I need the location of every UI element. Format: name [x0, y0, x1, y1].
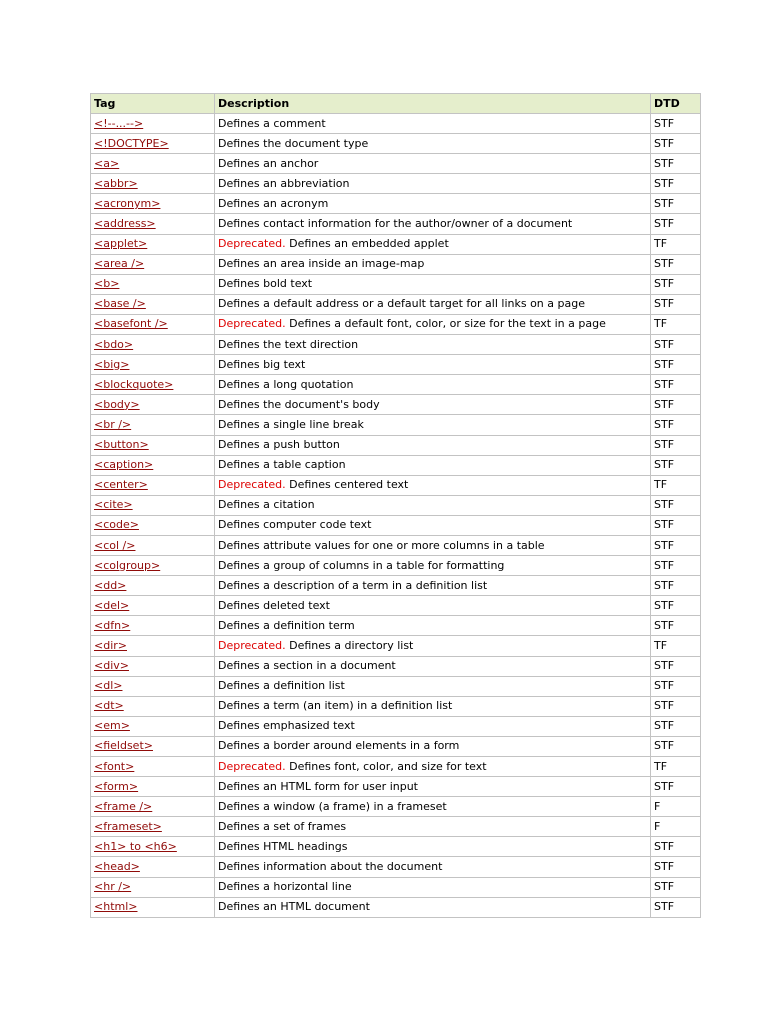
table-body — [91, 114, 701, 918]
table-row — [91, 696, 701, 716]
tag-link[interactable]: <body> — [94, 397, 140, 411]
tag-link[interactable]: <blockquote> — [94, 377, 174, 391]
description-cell — [215, 314, 651, 334]
tag-link[interactable]: <abbr> — [94, 176, 138, 190]
description-cell — [215, 475, 651, 495]
dtd-cell: STF — [651, 897, 701, 917]
description-text: Defines contact information for the author/owner of a document — [218, 217, 573, 231]
dtd-cell: STF — [651, 777, 701, 797]
table-row — [91, 234, 701, 254]
description-cell — [215, 274, 651, 294]
description-cell — [215, 757, 651, 777]
description-text: Defines an abbreviation — [218, 176, 350, 190]
description-cell — [215, 596, 651, 616]
tag-cell — [91, 736, 215, 756]
description-text: Defines the document's body — [218, 397, 380, 411]
dtd-cell: STF — [651, 837, 701, 857]
description-cell — [215, 495, 651, 515]
tag-cell — [91, 837, 215, 857]
dtd-cell: STF — [651, 254, 701, 274]
html-tag-reference-table — [90, 93, 701, 918]
tag-link[interactable]: <h1> to <h6> — [94, 839, 177, 853]
table-header-row — [91, 94, 701, 114]
table-row — [91, 495, 701, 515]
tag-link[interactable]: <address> — [94, 217, 156, 231]
tag-cell — [91, 676, 215, 696]
description-text: Defines the document type — [218, 136, 369, 150]
description-text: Defines a description of a term in a definition list — [218, 578, 488, 592]
tag-link[interactable]: <caption> — [94, 458, 154, 472]
description-text: Defines bold text — [218, 277, 313, 291]
description-cell — [215, 254, 651, 274]
description-text: Defines a group of columns in a table for formatting — [218, 558, 505, 572]
dtd-cell: STF — [651, 515, 701, 535]
tag-link[interactable]: <del> — [94, 598, 130, 612]
description-text: Defines a default address or a default target for all links on a page — [218, 297, 585, 311]
dtd-cell: STF — [651, 134, 701, 154]
table-row — [91, 154, 701, 174]
table-row — [91, 395, 701, 415]
description-cell — [215, 576, 651, 596]
tag-cell — [91, 435, 215, 455]
tag-link[interactable]: <dl> — [94, 679, 123, 693]
tag-cell — [91, 556, 215, 576]
description-text: Defines information about the document — [218, 860, 443, 874]
dtd-cell: STF — [651, 576, 701, 596]
description-cell — [215, 535, 651, 555]
tag-link[interactable]: <acronym> — [94, 196, 161, 210]
description-cell — [215, 194, 651, 214]
dtd-cell: STF — [651, 656, 701, 676]
table-row — [91, 616, 701, 636]
description-text: Defines the text direction — [218, 337, 359, 351]
tag-link[interactable]: <frameset> — [94, 819, 162, 833]
description-cell — [215, 214, 651, 234]
description-text: Defines an embedded applet — [289, 237, 449, 251]
dtd-cell: STF — [651, 556, 701, 576]
tag-cell — [91, 395, 215, 415]
tag-cell — [91, 214, 215, 234]
tag-link[interactable]: <br /> — [94, 417, 132, 431]
description-cell — [215, 817, 651, 837]
dtd-cell: STF — [651, 535, 701, 555]
description-text: Defines a set of frames — [218, 819, 347, 833]
description-text: Defines a citation — [218, 498, 315, 512]
dtd-cell: TF — [651, 757, 701, 777]
tag-cell — [91, 857, 215, 877]
table-row — [91, 837, 701, 857]
table-row — [91, 294, 701, 314]
tag-cell — [91, 335, 215, 355]
tag-cell — [91, 274, 215, 294]
dtd-cell: TF — [651, 636, 701, 656]
description-cell — [215, 797, 651, 817]
table-row — [91, 114, 701, 134]
dtd-cell: STF — [651, 877, 701, 897]
description-text: Defines attribute values for one or more columns in a table — [218, 538, 545, 552]
dtd-cell: STF — [651, 676, 701, 696]
table-row — [91, 716, 701, 736]
tag-link[interactable]: <frame /> — [94, 799, 153, 813]
description-cell — [215, 134, 651, 154]
tag-cell — [91, 596, 215, 616]
column-header-description: Description — [215, 94, 651, 114]
tag-cell — [91, 314, 215, 334]
tag-cell — [91, 877, 215, 897]
deprecated-label: Deprecated. — [218, 478, 286, 492]
table-row — [91, 535, 701, 555]
description-cell — [215, 837, 651, 857]
tag-link[interactable]: <col /> — [94, 538, 136, 552]
deprecated-label: Deprecated. — [218, 237, 286, 251]
table-row — [91, 596, 701, 616]
dtd-cell: STF — [651, 415, 701, 435]
description-cell — [215, 777, 651, 797]
description-text: Defines font, color, and size for text — [289, 759, 487, 773]
table-row — [91, 676, 701, 696]
table-row — [91, 435, 701, 455]
description-text: Defines a border around elements in a form — [218, 739, 460, 753]
dtd-cell: TF — [651, 475, 701, 495]
tag-link[interactable]: <fieldset> — [94, 739, 153, 753]
table-row — [91, 757, 701, 777]
tag-cell — [91, 415, 215, 435]
table-row — [91, 134, 701, 154]
description-text: Defines an anchor — [218, 156, 319, 170]
dtd-cell: F — [651, 797, 701, 817]
tag-link[interactable]: <basefont /> — [94, 317, 168, 331]
description-cell — [215, 234, 651, 254]
tag-link[interactable]: <dfn> — [94, 618, 131, 632]
description-cell — [215, 114, 651, 134]
tag-cell — [91, 254, 215, 274]
dtd-cell: STF — [651, 616, 701, 636]
tag-link[interactable]: <button> — [94, 438, 149, 452]
table-row — [91, 274, 701, 294]
tag-link[interactable]: <cite> — [94, 498, 133, 512]
table-row — [91, 857, 701, 877]
tag-cell — [91, 716, 215, 736]
tag-link[interactable]: <em> — [94, 719, 130, 733]
tag-cell — [91, 797, 215, 817]
dtd-cell: STF — [651, 274, 701, 294]
description-text: Defines a comment — [218, 116, 326, 130]
description-cell — [215, 395, 651, 415]
tag-cell — [91, 495, 215, 515]
description-text: Defines a push button — [218, 438, 340, 452]
dtd-cell: STF — [651, 355, 701, 375]
tag-link[interactable]: <head> — [94, 860, 140, 874]
dtd-cell: STF — [651, 335, 701, 355]
tag-cell — [91, 174, 215, 194]
description-text: Defines a long quotation — [218, 377, 354, 391]
tag-cell — [91, 616, 215, 636]
tag-link[interactable]: <font> — [94, 759, 135, 773]
dtd-cell: STF — [651, 716, 701, 736]
tag-cell — [91, 777, 215, 797]
table-row — [91, 515, 701, 535]
dtd-cell: STF — [651, 596, 701, 616]
description-cell — [215, 736, 651, 756]
table-row — [91, 214, 701, 234]
description-cell — [215, 154, 651, 174]
tag-cell — [91, 134, 215, 154]
tag-link[interactable]: <code> — [94, 518, 139, 532]
description-cell — [215, 375, 651, 395]
dtd-cell: STF — [651, 495, 701, 515]
description-text: Defines a window (a frame) in a frameset — [218, 799, 447, 813]
tag-link[interactable]: <base /> — [94, 297, 146, 311]
table-row — [91, 475, 701, 495]
column-header-tag: Tag — [91, 94, 215, 114]
table-row — [91, 797, 701, 817]
description-cell — [215, 676, 651, 696]
description-text: Defines a definition list — [218, 679, 345, 693]
deprecated-label: Deprecated. — [218, 317, 286, 331]
table-row — [91, 355, 701, 375]
table-row — [91, 455, 701, 475]
table-row — [91, 556, 701, 576]
dtd-cell: STF — [651, 395, 701, 415]
description-cell — [215, 716, 651, 736]
tag-link[interactable]: <hr /> — [94, 880, 132, 894]
description-cell — [215, 616, 651, 636]
tag-cell — [91, 696, 215, 716]
description-text: Defines an area inside an image-map — [218, 257, 425, 271]
description-cell — [215, 455, 651, 475]
tag-cell — [91, 897, 215, 917]
description-text: Defines a table caption — [218, 458, 346, 472]
column-header-dtd: DTD — [651, 94, 701, 114]
tag-cell — [91, 355, 215, 375]
description-text: Defines an HTML form for user input — [218, 779, 418, 793]
tag-cell — [91, 817, 215, 837]
description-text: Defines a directory list — [289, 638, 414, 652]
tag-link[interactable]: <dd> — [94, 578, 127, 592]
dtd-cell: STF — [651, 294, 701, 314]
description-text: Defines emphasized text — [218, 719, 355, 733]
tag-link[interactable]: <a> — [94, 156, 120, 170]
dtd-cell: TF — [651, 314, 701, 334]
tag-link[interactable]: <applet> — [94, 237, 148, 251]
description-text: Defines a section in a document — [218, 659, 396, 673]
table-row — [91, 375, 701, 395]
description-cell — [215, 696, 651, 716]
tag-cell — [91, 656, 215, 676]
description-cell — [215, 857, 651, 877]
tag-cell — [91, 234, 215, 254]
dtd-cell: TF — [651, 234, 701, 254]
table-row — [91, 314, 701, 334]
dtd-cell: F — [651, 817, 701, 837]
description-text: Defines big text — [218, 357, 306, 371]
dtd-cell: STF — [651, 736, 701, 756]
tag-link[interactable]: <bdo> — [94, 337, 134, 351]
tag-cell — [91, 576, 215, 596]
tag-link[interactable]: <b> — [94, 277, 120, 291]
description-cell — [215, 897, 651, 917]
description-text: Defines an acronym — [218, 196, 329, 210]
tag-cell — [91, 455, 215, 475]
tag-link[interactable]: <!--...--> — [94, 116, 144, 130]
tag-link[interactable]: <div> — [94, 659, 129, 673]
dtd-cell: STF — [651, 455, 701, 475]
tag-cell — [91, 515, 215, 535]
description-cell — [215, 556, 651, 576]
table-row — [91, 254, 701, 274]
table-row — [91, 817, 701, 837]
description-text: Defines a default font, color, or size for the text in a page — [289, 317, 606, 331]
description-text: Defines an HTML document — [218, 900, 370, 914]
table-row — [91, 576, 701, 596]
description-text: Defines a term (an item) in a definition list — [218, 699, 453, 713]
tag-cell — [91, 154, 215, 174]
tag-link[interactable]: <html> — [94, 900, 138, 914]
tag-link[interactable]: <colgroup> — [94, 558, 161, 572]
description-text: Defines HTML headings — [218, 839, 348, 853]
dtd-cell: STF — [651, 214, 701, 234]
tag-cell — [91, 375, 215, 395]
description-cell — [215, 355, 651, 375]
tag-cell — [91, 194, 215, 214]
tag-link[interactable]: <center> — [94, 478, 148, 492]
table-row — [91, 777, 701, 797]
description-text: Defines computer code text — [218, 518, 372, 532]
tag-cell — [91, 475, 215, 495]
dtd-cell: STF — [651, 154, 701, 174]
tag-cell — [91, 535, 215, 555]
tag-link[interactable]: <area /> — [94, 257, 145, 271]
dtd-cell: STF — [651, 857, 701, 877]
tag-cell — [91, 757, 215, 777]
table-row — [91, 897, 701, 917]
description-cell — [215, 515, 651, 535]
table-row — [91, 656, 701, 676]
description-cell — [215, 656, 651, 676]
table-row — [91, 335, 701, 355]
description-text: Defines deleted text — [218, 598, 330, 612]
tag-link[interactable]: <dir> — [94, 638, 127, 652]
tag-cell — [91, 294, 215, 314]
description-cell — [215, 435, 651, 455]
description-text: Defines a horizontal line — [218, 880, 352, 894]
description-cell — [215, 174, 651, 194]
description-cell — [215, 415, 651, 435]
description-text: Defines centered text — [289, 478, 409, 492]
tag-cell — [91, 636, 215, 656]
table-row — [91, 736, 701, 756]
tag-link[interactable]: <!DOCTYPE> — [94, 136, 169, 150]
dtd-cell: STF — [651, 435, 701, 455]
dtd-cell: STF — [651, 194, 701, 214]
description-cell — [215, 294, 651, 314]
tag-link[interactable]: <dt> — [94, 699, 124, 713]
description-text: Defines a definition term — [218, 618, 355, 632]
tag-link[interactable]: <big> — [94, 357, 130, 371]
table-row — [91, 174, 701, 194]
dtd-cell: STF — [651, 375, 701, 395]
description-text: Defines a single line break — [218, 417, 364, 431]
description-cell — [215, 877, 651, 897]
dtd-cell: STF — [651, 114, 701, 134]
deprecated-label: Deprecated. — [218, 759, 286, 773]
description-cell — [215, 636, 651, 656]
deprecated-label: Deprecated. — [218, 638, 286, 652]
table-row — [91, 415, 701, 435]
tag-cell — [91, 114, 215, 134]
dtd-cell: STF — [651, 696, 701, 716]
tag-link[interactable]: <form> — [94, 779, 139, 793]
description-cell — [215, 335, 651, 355]
dtd-cell: STF — [651, 174, 701, 194]
table-row — [91, 877, 701, 897]
table-row — [91, 194, 701, 214]
table-row — [91, 636, 701, 656]
